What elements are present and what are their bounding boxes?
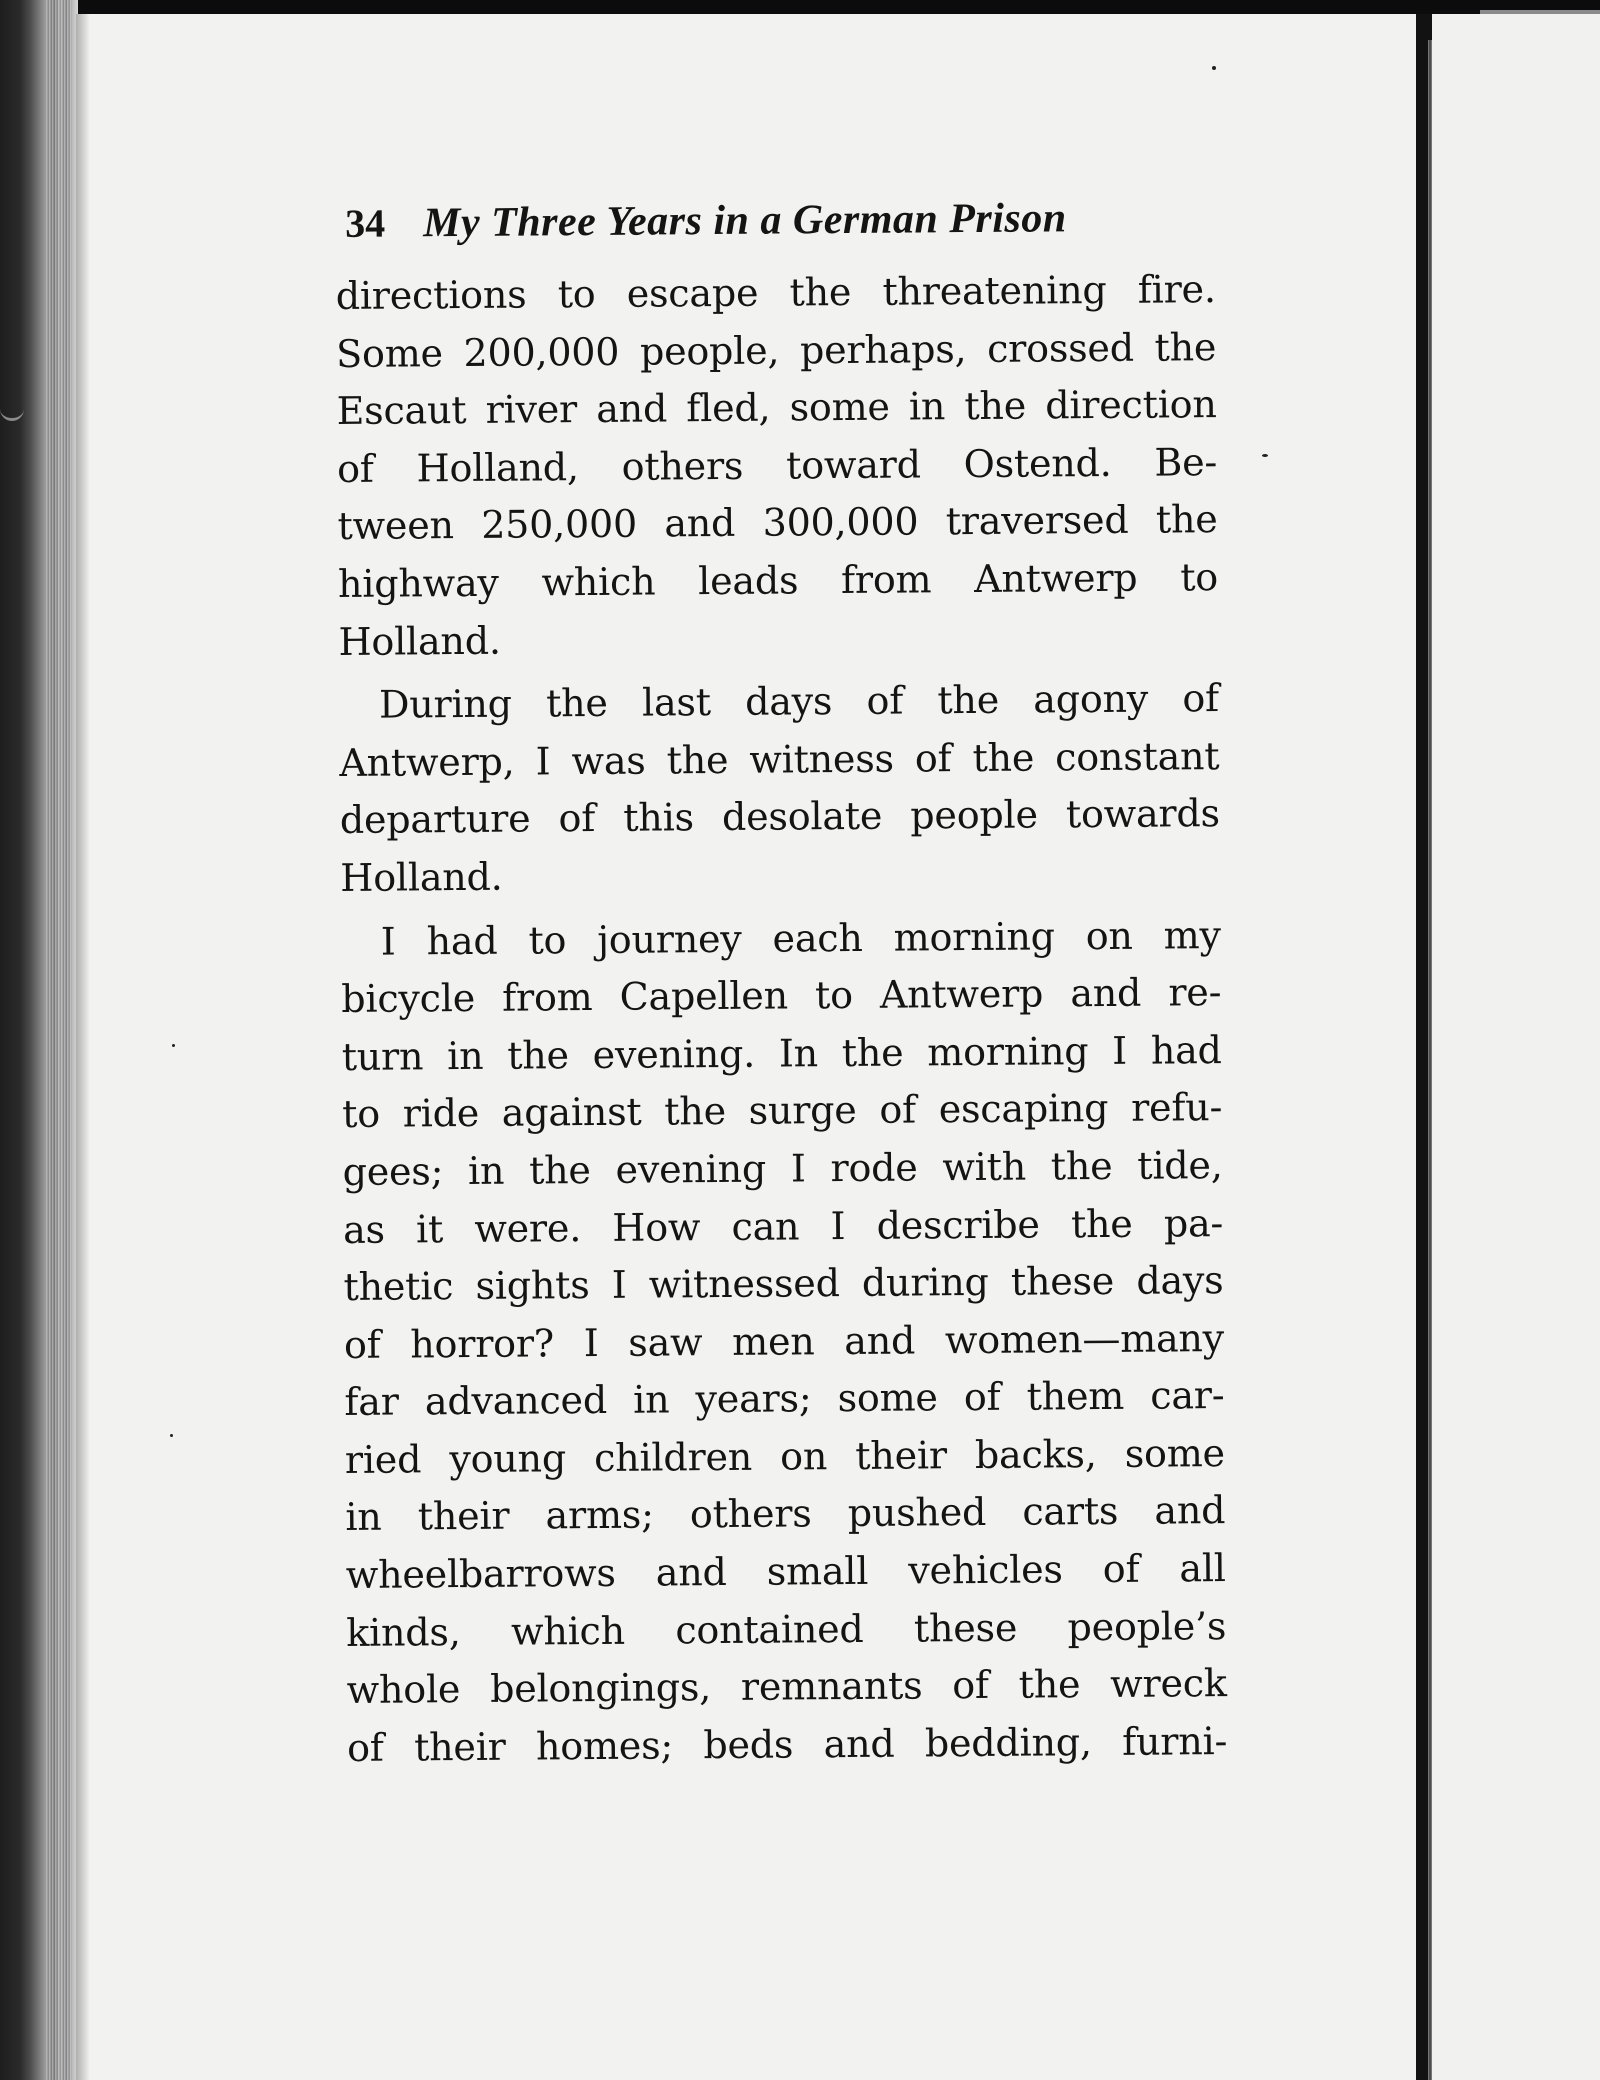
text-line: departure of this desolate people towards [339,791,1221,843]
scan-speck [1212,66,1216,70]
text-line: wheelbarrows and small vehicles of all [345,1546,1226,1598]
scan-border-top [0,0,1600,14]
text-line: bicycle from Capellen to Antwerp and re- [341,970,1222,1022]
text-line: kinds, which contained these people’s [346,1603,1227,1655]
scan-speck [170,1434,173,1437]
text-line: of their homes; beds and bedding, furni- [346,1718,1228,1770]
text-line: During the last days of the agony of [378,676,1220,727]
book-page-edges [0,0,78,2080]
text-line: Holland. [340,854,503,900]
text-line: turn in the evening. In the morning I had [341,1027,1222,1079]
text-line: ried young children on their backs, some [344,1430,1226,1482]
page-text [335,193,1227,1777]
scan-speck [172,1044,175,1047]
text-line: as it were. How can I describe the pa- [342,1200,1224,1252]
page-number: 34 [345,200,386,246]
text-line: thetic sights I witnessed during these days [343,1258,1224,1310]
text-line: of horror? I saw men and women—many [343,1315,1225,1367]
text-line: of Holland, others toward Ostend. Be- [336,439,1218,491]
running-head-title: My Three Years in a German Prison [423,195,1067,247]
running-head [335,193,1215,264]
text-line: directions to escape the threatening fire. [335,267,1216,318]
edge-mark [0,400,24,421]
text-line: Holland. [338,618,501,664]
text-line: gees; in the evening I rode with the tide, [342,1142,1223,1194]
text-line: Escaut river and fled, some in the direction [336,382,1217,434]
text-line: far advanced in years; some of them car- [344,1373,1225,1425]
paragraph [336,261,1219,671]
text-line: to ride against the surge of escaping refu- [342,1085,1223,1137]
facing-page [1432,14,1600,2080]
text-line: in their arms; others pushed carts and [345,1488,1226,1540]
text-line: I had to journey each morning on my [380,912,1221,964]
text-line: Some 200,000 people, perhaps, crossed the [336,324,1217,376]
page-gutter [1428,40,1432,2080]
text-line: whole belongings, remnants of the wreck [346,1661,1227,1713]
paragraph [341,907,1228,1778]
scan-speck [1262,454,1268,457]
paragraph [339,670,1221,907]
text-line: highway which leads from Antwerp to [337,555,1219,606]
text-line: Antwerp, I was the witness of the constant [339,733,1220,785]
text-line: tween 250,000 and 300,000 traversed the [337,497,1218,549]
